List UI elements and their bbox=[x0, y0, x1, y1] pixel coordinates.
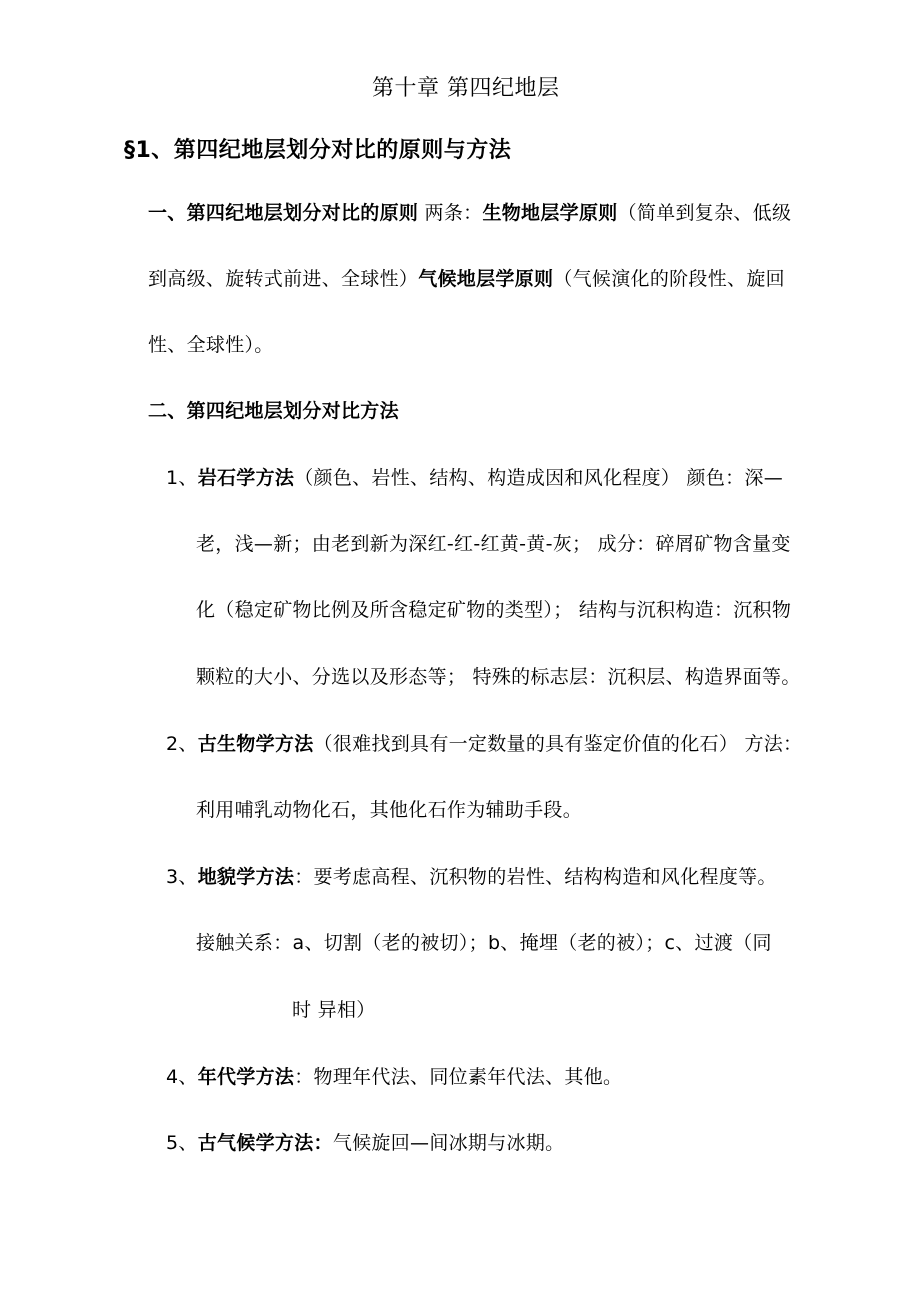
biostratigraphy-detail: （简单到复杂、低级 bbox=[617, 202, 792, 224]
method-5-line-1 bbox=[166, 1131, 564, 1155]
method-2-text: （很难找到具有一定数量的具有鉴定价值的化石） 方法： bbox=[313, 733, 803, 755]
biostratigraphy-detail-cont: 到高级、旋转式前进、全球性） bbox=[148, 268, 419, 290]
principles-heading: 一、第四纪地层划分对比的原则 bbox=[148, 202, 419, 224]
method-1-name: 岩石学方法 bbox=[197, 467, 295, 489]
method-1-line-3: 化（稳定矿物比例及所含稳定矿物的类型）； 结构与沉积构造：沉积物 bbox=[196, 599, 792, 621]
principles-paragraph-line-1 bbox=[148, 201, 791, 225]
principles-count: 两条： bbox=[418, 202, 483, 224]
principles-paragraph-line-2 bbox=[148, 267, 785, 291]
method-3-name: 地貌学方法 bbox=[197, 866, 295, 888]
method-4-line-1 bbox=[166, 1065, 622, 1089]
method-5-number: 5、 bbox=[166, 1132, 198, 1154]
method-3-line-3: 时 异相） bbox=[292, 999, 376, 1021]
climatostratigraphy-detail: （气候演化的阶段性、旋回 bbox=[553, 268, 785, 290]
principles-paragraph-line-3: 性、全球性）。 bbox=[148, 334, 274, 356]
method-3-line-1 bbox=[166, 865, 777, 889]
method-4-name: 年代学方法 bbox=[197, 1066, 295, 1088]
method-2-line-2: 利用哺乳动物化石，其他化石作为辅助手段。 bbox=[196, 799, 583, 821]
method-5-text: 气候旋回—间冰期与冰期。 bbox=[332, 1132, 565, 1154]
methods-heading: 二、第四纪地层划分对比方法 bbox=[148, 400, 399, 422]
method-1-line-2: 老，浅—新；由老到新为深红-红-红黄-黄-灰； 成分：碎屑矿物含量变 bbox=[196, 533, 791, 555]
method-1-line-1 bbox=[166, 466, 783, 490]
method-3-number: 3、 bbox=[166, 866, 198, 888]
method-4-number: 4、 bbox=[166, 1066, 198, 1088]
method-3-line-2: 接触关系：a、切割（老的被切）；b、掩埋（老的被）；c、过渡（同 bbox=[196, 932, 772, 954]
method-2-name: 古生物学方法 bbox=[197, 733, 314, 755]
method-1-number: 1、 bbox=[166, 467, 198, 489]
method-1-text: （颜色、岩性、结构、构造成因和风化程度） 颜色：深— bbox=[294, 467, 784, 489]
method-5-name: 古气候学方法： bbox=[197, 1132, 333, 1154]
method-4-text: ：物理年代法、同位素年代法、其他。 bbox=[294, 1066, 623, 1088]
method-2-line-1 bbox=[166, 732, 802, 756]
biostratigraphy-principle: 生物地层学原则 bbox=[482, 202, 618, 224]
method-3-text: ：要考虑高程、沉积物的岩性、结构构造和风化程度等。 bbox=[294, 866, 777, 888]
method-2-number: 2、 bbox=[166, 733, 198, 755]
chapter-title: 第十章 第四纪地层 bbox=[372, 76, 560, 101]
climatostratigraphy-principle: 气候地层学原则 bbox=[418, 268, 554, 290]
method-1-line-4: 颗粒的大小、分选以及形态等； 特殊的标志层：沉积层、构造界面等。 bbox=[196, 666, 801, 688]
section-heading: §1、第四纪地层划分对比的原则与方法 bbox=[124, 138, 512, 163]
